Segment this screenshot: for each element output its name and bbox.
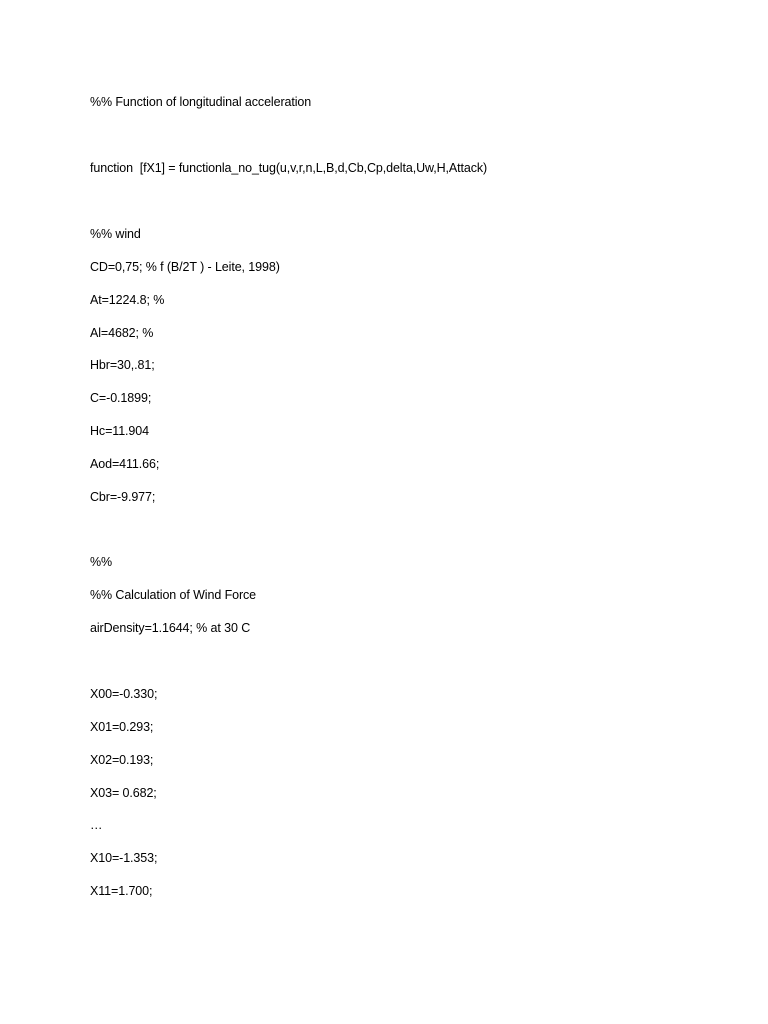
code-line-x02: X02=0.193; bbox=[90, 753, 154, 767]
function-signature: function [fX1] = functionla_no_tug(u,v,r,n,L,B,d,Cb,Cp,delta,Uw,H,Attack) bbox=[90, 161, 488, 175]
code-line-hc: Hc=11.904 bbox=[90, 424, 149, 438]
code-line-cd: CD=0,75; % f (B/2T ) - Leite, 1998) bbox=[90, 260, 280, 274]
code-line-cbr: Cbr=-9.977; bbox=[90, 490, 156, 504]
code-line-x03: X03= 0.682; bbox=[90, 786, 157, 800]
code-line-x10: X10=-1.353; bbox=[90, 851, 158, 865]
comment-section-break: %% bbox=[90, 555, 113, 569]
comment-function-title: %% Function of longitudinal acceleration bbox=[90, 95, 312, 109]
comment-wind: %% wind bbox=[90, 227, 141, 241]
code-line-x00: X00=-0.330; bbox=[90, 687, 158, 701]
code-line-x01: X01=0.293; bbox=[90, 720, 154, 734]
code-line-hbr: Hbr=30,.81; bbox=[90, 358, 155, 372]
code-line-x11: X11=1.700; bbox=[90, 884, 153, 898]
code-line-aod: Aod=411.66; bbox=[90, 457, 160, 471]
ellipsis-line: … bbox=[90, 818, 103, 832]
code-line-al: Al=4682; % bbox=[90, 326, 154, 340]
code-line-at: At=1224.8; % bbox=[90, 293, 165, 307]
code-line-air-density: airDensity=1.1644; % at 30 C bbox=[90, 621, 251, 635]
comment-wind-force: %% Calculation of Wind Force bbox=[90, 588, 257, 602]
code-line-c: C=-0.1899; bbox=[90, 391, 152, 405]
